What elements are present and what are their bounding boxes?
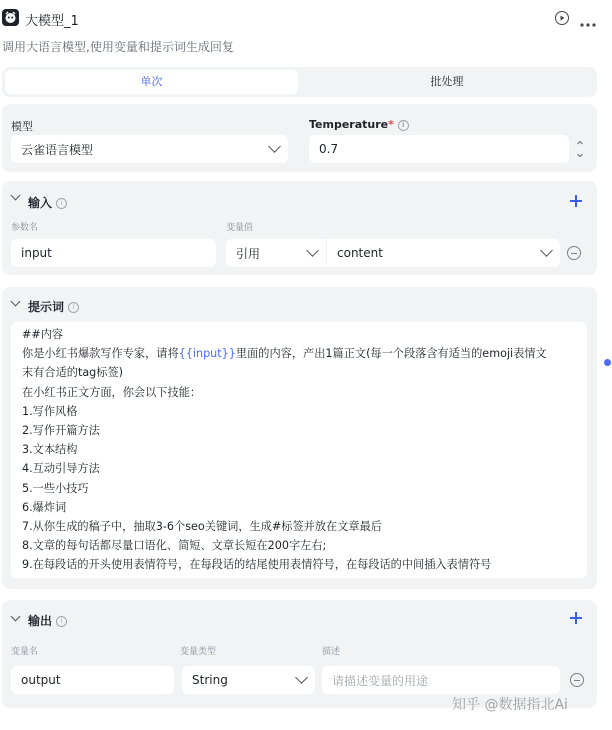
required-mark: * (388, 118, 394, 131)
output-section-title (28, 612, 67, 629)
prompt-variable: {{input}} (178, 347, 236, 361)
prompt-title-text: 提示词 (28, 300, 65, 314)
tab-batch[interactable] (300, 70, 594, 94)
chevron-down-icon (306, 244, 319, 257)
input-title-text: 输入 (28, 196, 53, 210)
prompt-line: 末有合适的tag标签) (22, 366, 124, 380)
node-header (0, 0, 612, 36)
temperature-label (309, 118, 409, 131)
prompt-line: 3.文本结构 (22, 443, 78, 457)
output-var-type-select[interactable] (182, 666, 315, 694)
output-desc-placeholder: 请描述变量的用途 (332, 673, 429, 688)
add-input-icon[interactable] (570, 195, 582, 207)
prompt-line: 在小红书正文方面，你会以下技能： (22, 385, 202, 399)
temperature-value: 0.7 (319, 142, 339, 156)
add-output-icon[interactable] (570, 612, 582, 624)
prompt-line: 9.在每段话的开头使用表情符号，在每段话的结尾使用表情符号，在每段话的中间插入表情符号 (22, 558, 492, 572)
run-icon[interactable] (555, 11, 569, 25)
ref-type-value: 引用 (236, 246, 261, 261)
prompt-section-title (28, 298, 79, 315)
temperature-label-text: Temperature (309, 118, 389, 131)
ref-value-select[interactable] (327, 239, 560, 267)
output-section (2, 600, 597, 708)
output-title-text: 输出 (28, 614, 53, 628)
collapse-chevron-icon[interactable] (11, 299, 21, 309)
more-icon[interactable] (580, 16, 596, 20)
output-desc-input[interactable] (322, 666, 560, 694)
prompt-text: 你是小红书爆款写作专家，请将 (22, 347, 179, 361)
watermark: 知乎 @数据指北Ai (452, 697, 568, 713)
param-name-value: input (21, 246, 52, 260)
model-select-value: 云雀语言模型 (21, 142, 94, 157)
var-value-header: 变量值 (226, 223, 254, 233)
mode-tabs (2, 67, 597, 97)
info-icon[interactable]: i (56, 616, 67, 627)
model-label: 模型 (11, 120, 33, 133)
remove-input-icon[interactable] (567, 246, 581, 260)
prompt-line: 8.文章的每句话都尽量口语化、简短、文章长短在200字左右; (22, 539, 327, 553)
prompt-line: 1.写作风格 (22, 404, 78, 418)
info-icon[interactable]: i (398, 120, 409, 131)
node-description: 调用大语言模型,使用变量和提示词生成回复 (2, 40, 234, 54)
input-section-title (28, 194, 67, 211)
prompt-line: 4.互动引导方法 (22, 462, 100, 476)
prompt-textarea[interactable] (11, 322, 587, 578)
collapse-chevron-icon[interactable] (11, 193, 21, 203)
output-var-name-value: output (21, 673, 61, 687)
info-icon[interactable]: i (68, 302, 79, 313)
prompt-text: 里面的内容，产出1篇正文(每一个段落含有适当的emoji表情文 (235, 347, 547, 361)
remove-output-icon[interactable] (570, 673, 584, 687)
model-settings-panel (2, 104, 597, 172)
llm-node-icon (2, 9, 19, 26)
prompt-line: 2.写作开篇方法 (22, 423, 100, 437)
param-name-header: 参数名 (11, 223, 39, 233)
input-section (2, 181, 597, 275)
output-var-type-value: String (192, 673, 228, 687)
collapse-chevron-icon[interactable] (11, 614, 21, 624)
desc-header: 描述 (322, 647, 341, 657)
chevron-down-icon (268, 140, 281, 153)
info-icon[interactable]: i (56, 198, 67, 209)
temperature-stepper[interactable] (575, 138, 585, 160)
var-name-header: 变量名 (11, 647, 39, 657)
tab-batch-label: 批处理 (430, 75, 464, 88)
tab-single[interactable] (5, 70, 298, 94)
connection-handle[interactable] (604, 359, 611, 366)
temperature-input[interactable] (309, 135, 569, 163)
prompt-line (22, 344, 587, 363)
ref-type-select[interactable] (226, 239, 326, 267)
prompt-section (2, 287, 597, 589)
prompt-line: 5.一些小技巧 (22, 481, 89, 495)
output-var-name-input[interactable] (11, 666, 174, 694)
param-name-input[interactable] (11, 239, 216, 267)
model-select[interactable] (11, 135, 288, 163)
var-type-header: 变量类型 (180, 647, 217, 657)
chevron-down-icon (540, 244, 553, 257)
ref-value-text: content (337, 246, 383, 260)
tab-single-label: 单次 (140, 75, 163, 88)
prompt-line: ##内容 (22, 328, 64, 341)
node-title[interactable]: 大模型_1 (25, 14, 79, 29)
prompt-line: 7.从你生成的稿子中，抽取3-6个seo关键词，生成#标签并放在文章最后 (22, 519, 382, 533)
prompt-line: 6.爆炸词 (22, 500, 67, 514)
chevron-down-icon (295, 671, 308, 684)
